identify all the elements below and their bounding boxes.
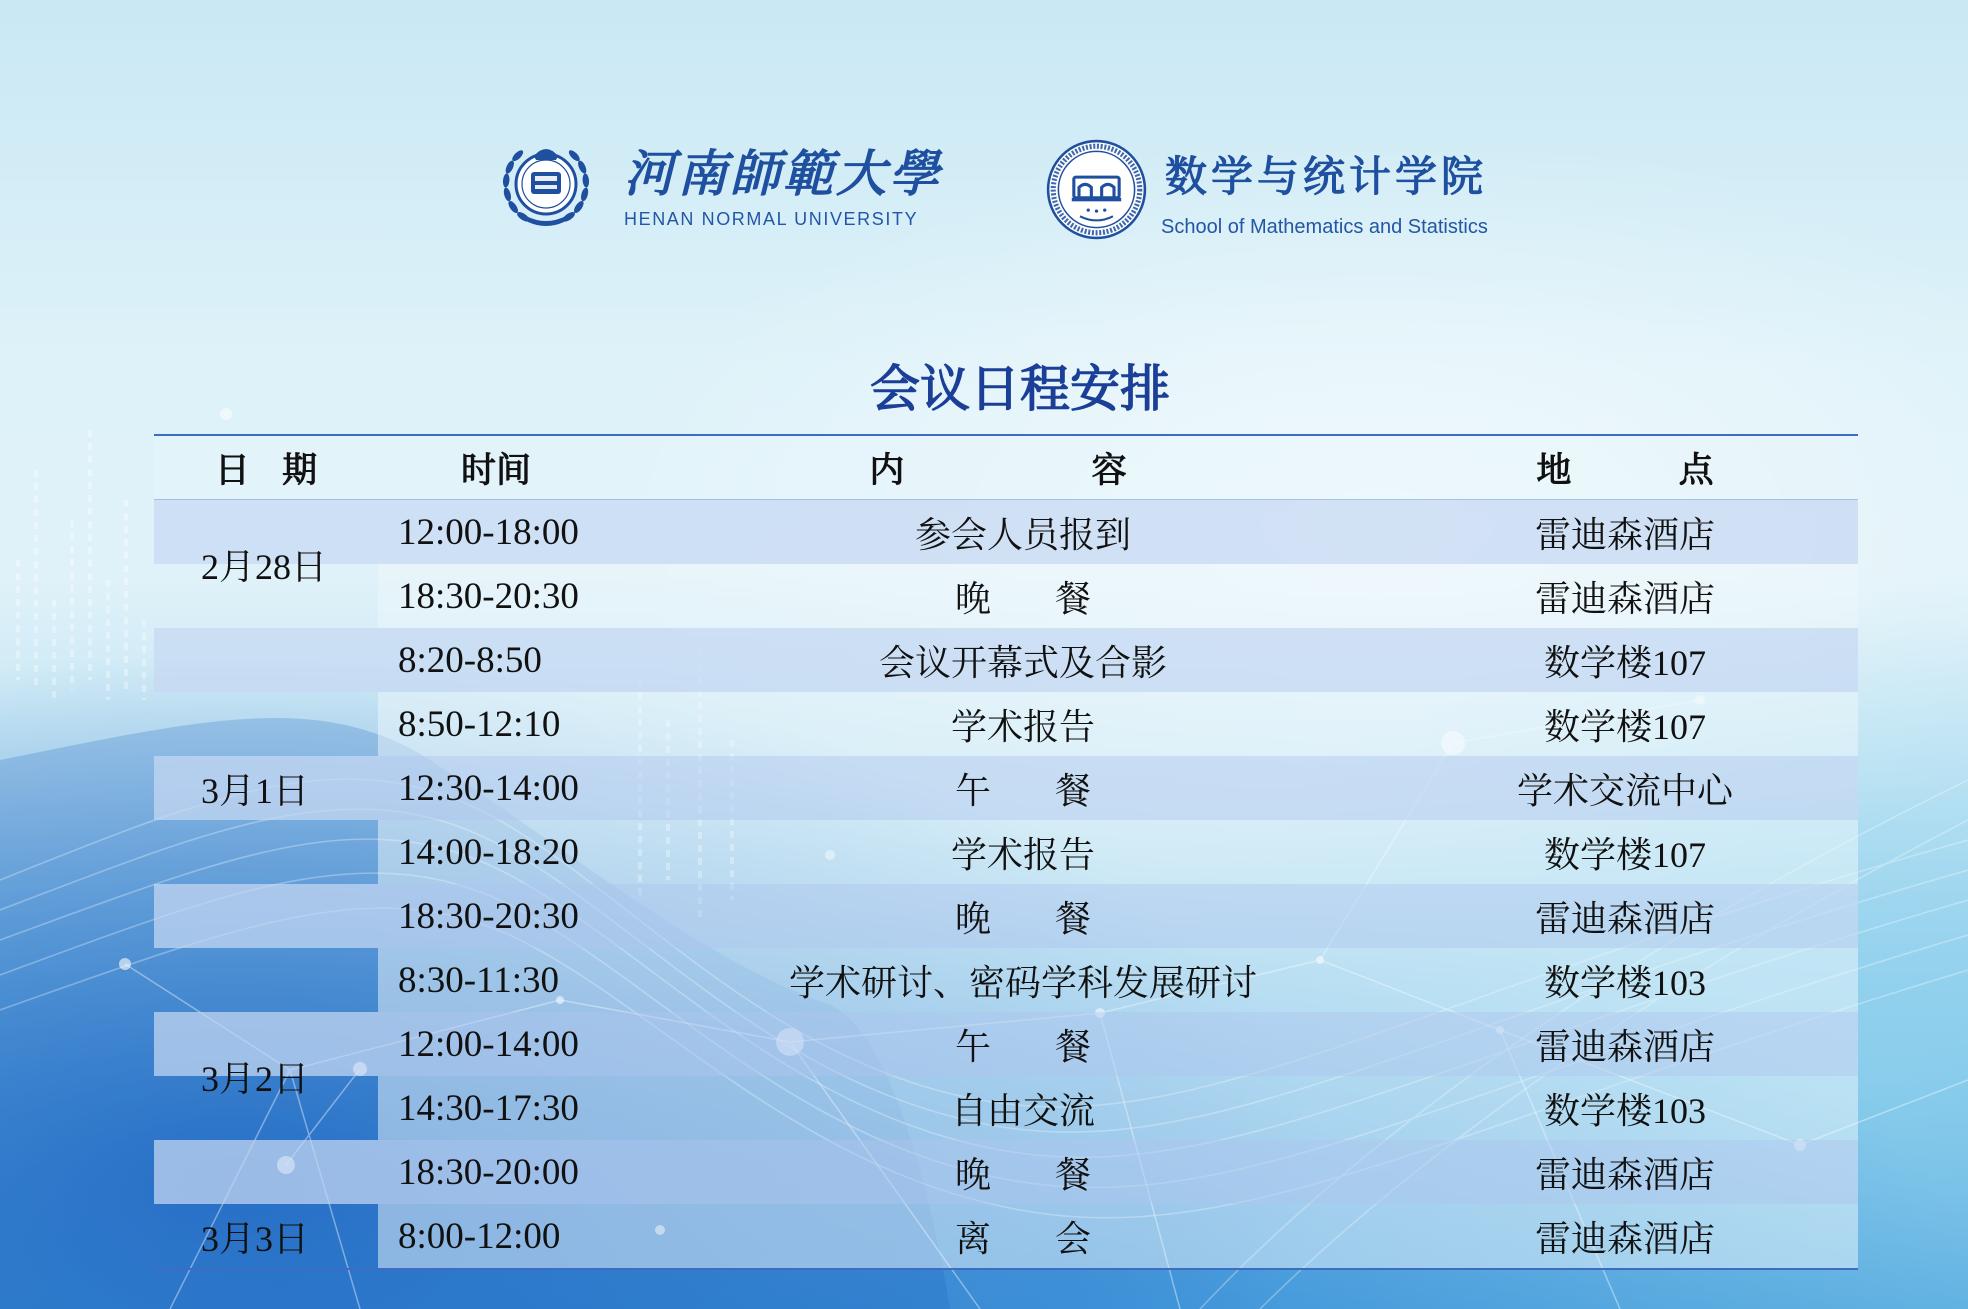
time-cell: 18:30-20:30 bbox=[398, 575, 579, 617]
time-cell: 14:00-18:20 bbox=[398, 831, 579, 873]
location-cell: 学术交流中心 bbox=[1516, 770, 1733, 811]
time-cell: 8:20-8:50 bbox=[398, 639, 542, 681]
location-cell: 雷迪森酒店 bbox=[1534, 1026, 1715, 1067]
university-name-en: HENAN NORMAL UNIVERSITY bbox=[624, 209, 919, 229]
university-name-cn: 河南師範大學 bbox=[624, 144, 942, 203]
content-cell: 学术研讨、密码学科发展研讨 bbox=[788, 962, 1257, 1003]
schedule-table-header bbox=[154, 434, 1858, 500]
time-cell: 12:30-14:00 bbox=[398, 767, 579, 809]
page-title: 会议日程安排 bbox=[870, 360, 1170, 418]
header-date: 日 期 bbox=[214, 450, 318, 491]
location-cell: 数学楼107 bbox=[1543, 642, 1706, 683]
school-seal-icon bbox=[1045, 138, 1148, 241]
university-seal-icon bbox=[496, 132, 596, 232]
location-cell: 数学楼107 bbox=[1543, 834, 1706, 875]
header-content: 内 容 bbox=[869, 450, 1127, 491]
location-cell: 数学楼107 bbox=[1543, 706, 1706, 747]
header-location: 地 点 bbox=[1536, 450, 1714, 491]
date-cell: 3月1日 bbox=[201, 770, 310, 811]
time-cell: 14:30-17:30 bbox=[398, 1087, 579, 1129]
content-cell: 午 餐 bbox=[954, 1026, 1091, 1067]
content-cell: 学术报告 bbox=[950, 706, 1095, 747]
content-cell: 会议开幕式及合影 bbox=[878, 642, 1167, 683]
location-cell: 数学楼103 bbox=[1543, 1090, 1706, 1131]
time-cell: 8:30-11:30 bbox=[398, 959, 560, 1001]
content-cell: 晚 餐 bbox=[954, 578, 1091, 619]
header-time: 时间 bbox=[461, 450, 532, 491]
location-cell: 雷迪森酒店 bbox=[1534, 514, 1715, 555]
school-name-en: School of Mathematics and Statistics bbox=[1161, 216, 1488, 238]
time-cell: 18:30-20:30 bbox=[398, 895, 579, 937]
location-cell: 雷迪森酒店 bbox=[1534, 578, 1715, 619]
date-cell: 3月2日 bbox=[201, 1058, 310, 1099]
location-cell: 雷迪森酒店 bbox=[1534, 1154, 1715, 1195]
time-cell: 18:30-20:00 bbox=[398, 1151, 579, 1193]
content-cell: 晚 餐 bbox=[954, 898, 1091, 939]
school-name-cn: 数学与统计学院 bbox=[1165, 152, 1488, 201]
content-cell: 午 餐 bbox=[954, 770, 1091, 811]
content-cell: 参会人员报到 bbox=[914, 514, 1131, 555]
location-cell: 雷迪森酒店 bbox=[1534, 1218, 1715, 1259]
content-cell: 晚 餐 bbox=[954, 1154, 1091, 1195]
time-cell: 8:00-12:00 bbox=[398, 1215, 561, 1257]
location-cell: 雷迪森酒店 bbox=[1534, 898, 1715, 939]
location-cell: 数学楼103 bbox=[1543, 962, 1706, 1003]
date-cell: 3月3日 bbox=[201, 1218, 310, 1259]
content-cell: 自由交流 bbox=[950, 1090, 1095, 1131]
date-cell: 2月28日 bbox=[201, 546, 328, 587]
time-cell: 12:00-14:00 bbox=[398, 1023, 579, 1065]
content-cell: 学术报告 bbox=[950, 834, 1095, 875]
content-cell: 离 会 bbox=[954, 1218, 1091, 1259]
time-cell: 8:50-12:10 bbox=[398, 703, 561, 745]
schedule-table bbox=[154, 500, 1858, 1270]
time-cell: 12:00-18:00 bbox=[398, 511, 579, 553]
